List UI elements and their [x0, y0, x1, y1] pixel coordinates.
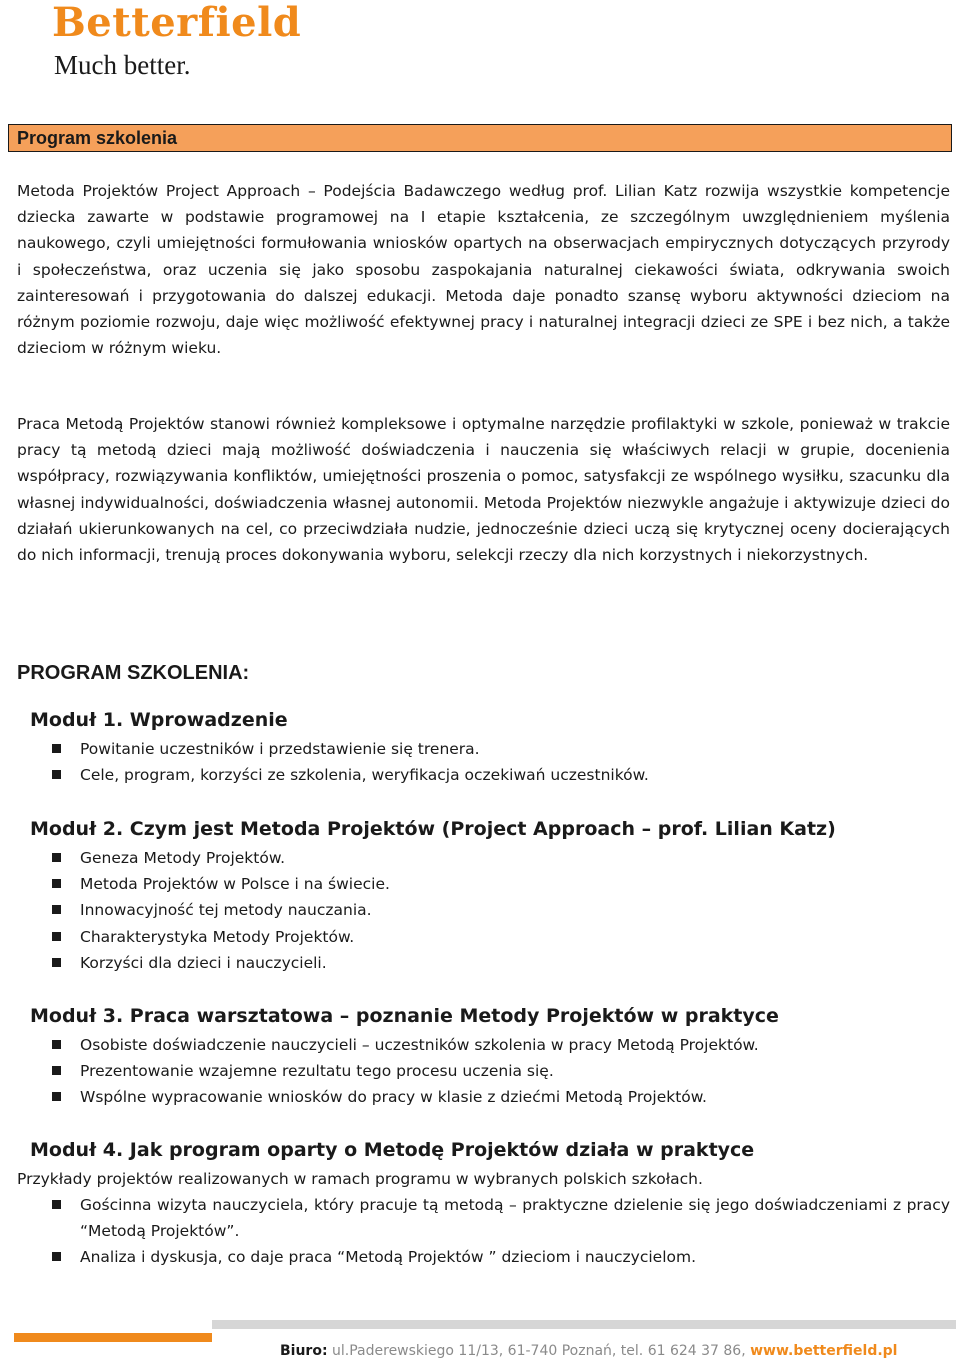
intro-paragraph: Metoda Projektów Project Approach – Podejścia Badawczego według prof. Lilian Katz rozwija wszystkie kompetencje dziecka zawarte w podstawie programowej na I etapie kształcenia, ze szczególnym uwzględnieniem myślenia naukowego, czyli umiejętności formułowania wniosków opartych na obserwacjach empirycznych dotyczących przyrody i społeczeństwa, oraz uczenia się jako sposobu zaspokajania naturalnej ciekawości świata, odkrywania swoich zainteresowań i przygotowania do dalszej edukacji. Metoda daje ponadto szansę wyboru aktywności dzieciom na różnym poziomie rozwoju, daje więc możliwość efektywnej pracy i naturalnej integracji dzieci ze SPE i bez nich, a także dzieciom w różnym wieku. [17, 182, 950, 358]
program-heading: PROGRAM SZKOLENIA: [17, 662, 250, 684]
list-item: Charakterystyka Metody Projektów. [50, 924, 950, 950]
list-item: Analiza i dyskusja, co daje praca “Metodą Projektów ” dzieciom i nauczycielom. [50, 1244, 950, 1270]
footer-website-link[interactable]: www.betterfield.pl [750, 1343, 898, 1359]
module-4-intro: Przykłady projektów realizowanych w ramach programu w wybranych polskich szkołach. [17, 1170, 703, 1188]
list-item: Metoda Projektów w Polsce i na świecie. [50, 871, 950, 897]
module-2-list [50, 845, 950, 976]
module-3-title: Moduł 3. Praca warsztatowa – poznanie Metody Projektów w praktyce [30, 1005, 779, 1027]
list-item: Osobiste doświadczenie nauczycieli – uczestników szkolenia w pracy Metodą Projektów. [50, 1032, 950, 1058]
list-item: Geneza Metody Projektów. [50, 845, 950, 871]
logo-brand: Betterfield [52, 0, 302, 46]
footer-divider-gray [212, 1320, 956, 1329]
list-item: Wspólne wypracowanie wniosków do pracy w klasie z dziećmi Metodą Projektów. [50, 1084, 950, 1110]
list-item: Cele, program, korzyści ze szkolenia, weryfikacja oczekiwań uczestników. [50, 762, 950, 788]
company-logo [52, 0, 301, 80]
list-item: Innowacyjność tej metody nauczania. [50, 897, 950, 923]
module-4-title: Moduł 4. Jak program oparty o Metodę Projektów działa w praktyce [30, 1139, 755, 1161]
list-item: Powitanie uczestników i przedstawienie się trenera. [50, 736, 950, 762]
list-item: Gościnna wizyta nauczyciela, który pracuje tą metodą – praktyczne dzielenie się jego doświadczeniami z pracy “Metodą Projektów”. [50, 1192, 950, 1244]
footer-address: ul.Paderewskiego 11/13, 61-740 Poznań, tel. 61 624 37 86, [327, 1343, 751, 1359]
module-2-title: Moduł 2. Czym jest Metoda Projektów (Project Approach – prof. Lilian Katz) [30, 818, 836, 840]
list-item: Prezentowanie wzajemne rezultatu tego procesu uczenia się. [50, 1058, 950, 1084]
logo-tagline: Much better. [54, 50, 191, 80]
module-3-list [50, 1032, 950, 1111]
module-1-list [50, 736, 950, 788]
module-4-list [50, 1192, 950, 1271]
module-1-title: Moduł 1. Wprowadzenie [30, 709, 288, 731]
list-item: Korzyści dla dzieci i nauczycieli. [50, 950, 950, 976]
footer-divider-orange [14, 1333, 212, 1342]
footer-label: Biuro: [280, 1343, 328, 1359]
benefits-paragraph: Praca Metodą Projektów stanowi również kompleksowe i optymalne narzędzie profilaktyki w szkole, ponieważ w trakcie pracy tą metodą dzieci mają możliwość doświadczenia i nauczenia się właściwych relacji w grupie, docenienia współpracy, rozwiązywania konfliktów, umiejętności proszenia o pomoc, satysfakcji ze wspólnego wysiłku, szacunku dla własnej indywidualności, doświadczenia własnej autonomii. Metoda Projektów niezwykle angażuje i aktywizuje dzieci do działań ukierunkowanych na cel, co przeciwdziała nudzie, jednocześnie dzieci uczą się krytycznej oceny docierających do nich informacji, trenują proces dokonywania wyboru, selekcji rzeczy dla nich korzystnych i niekorzystnych. [17, 415, 950, 565]
section-title-bar [8, 124, 952, 152]
footer-contact [280, 1343, 897, 1359]
section-title: Program szkolenia [17, 128, 178, 148]
